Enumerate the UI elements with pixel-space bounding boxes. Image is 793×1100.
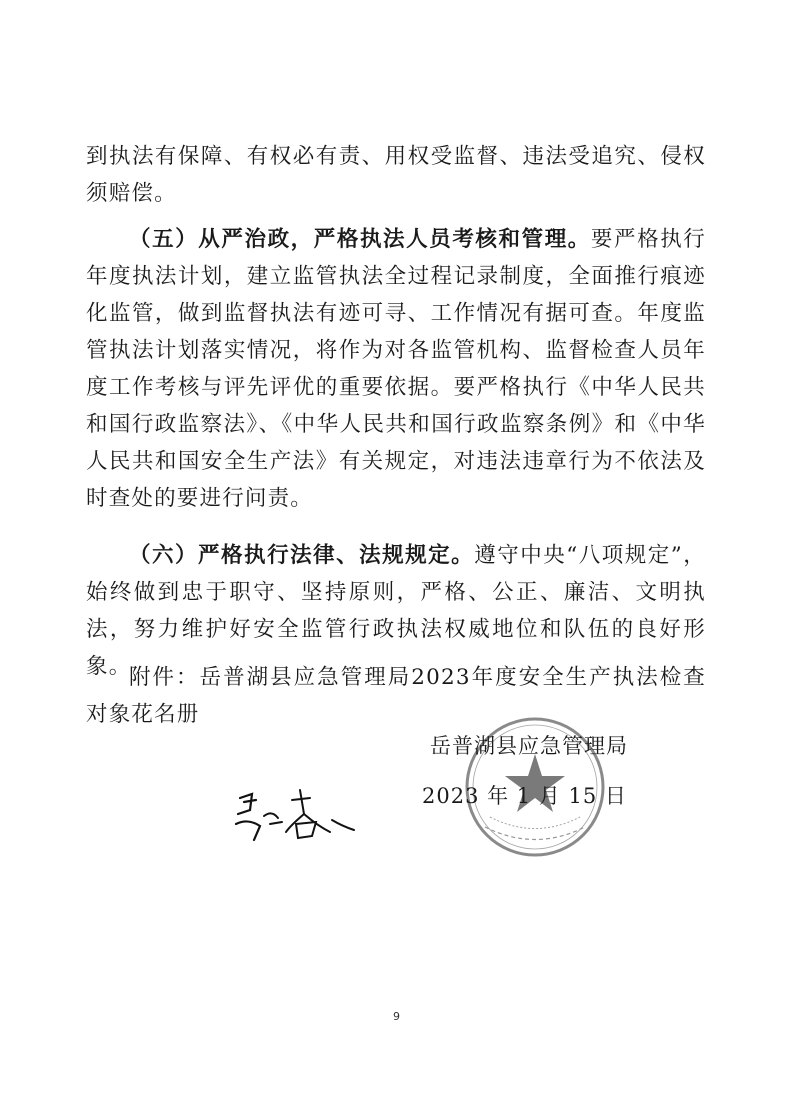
paragraph-section-five	[86, 221, 706, 517]
section-body-six: 遵守中央“八项规定”，始终做到忠于职守、坚持原则，严格、公正、廉洁、文明执法，努力维护好安全监管行政执法权威地位和队伍的良好形象。	[86, 543, 706, 679]
attachment-text: 附件：岳普湖县应急管理局2023年度安全生产执法检查对象花名册	[86, 665, 706, 727]
paragraph-continuation	[86, 138, 706, 212]
handwritten-signature	[230, 780, 360, 850]
section-heading-five: （五）从严治政，严格执法人员考核和管理。	[129, 227, 591, 252]
paragraph-text: 到执法有保障、有权必有责、用权受监督、违法受追究、侵权须赔偿。	[86, 144, 706, 206]
section-body-five: 要严格执行年度执法计划，建立监管执法全过程记录制度，全面推行痕迹化监管，做到监督执法有迹可寻、工作情况有据可查。年度监管执法计划落实情况，将作为对各监管机构、监督检查人员年度工作考核与评先评优的重要依据。要严格执行《中华人民共和国行政监察法》、《中华人民共和国行政监察条例》和《中华人民共和国安全生产法》有关规定，对违法违章行为不依法及时查处的要进行问责。	[86, 227, 706, 511]
signing-date: 2023 年 1 月 15 日	[422, 784, 627, 808]
page-number: 9	[393, 1010, 400, 1023]
signing-organization: 岳普湖县应急管理局	[430, 734, 628, 758]
section-heading-six: （六）严格执行法律、法规规定。	[129, 543, 475, 568]
